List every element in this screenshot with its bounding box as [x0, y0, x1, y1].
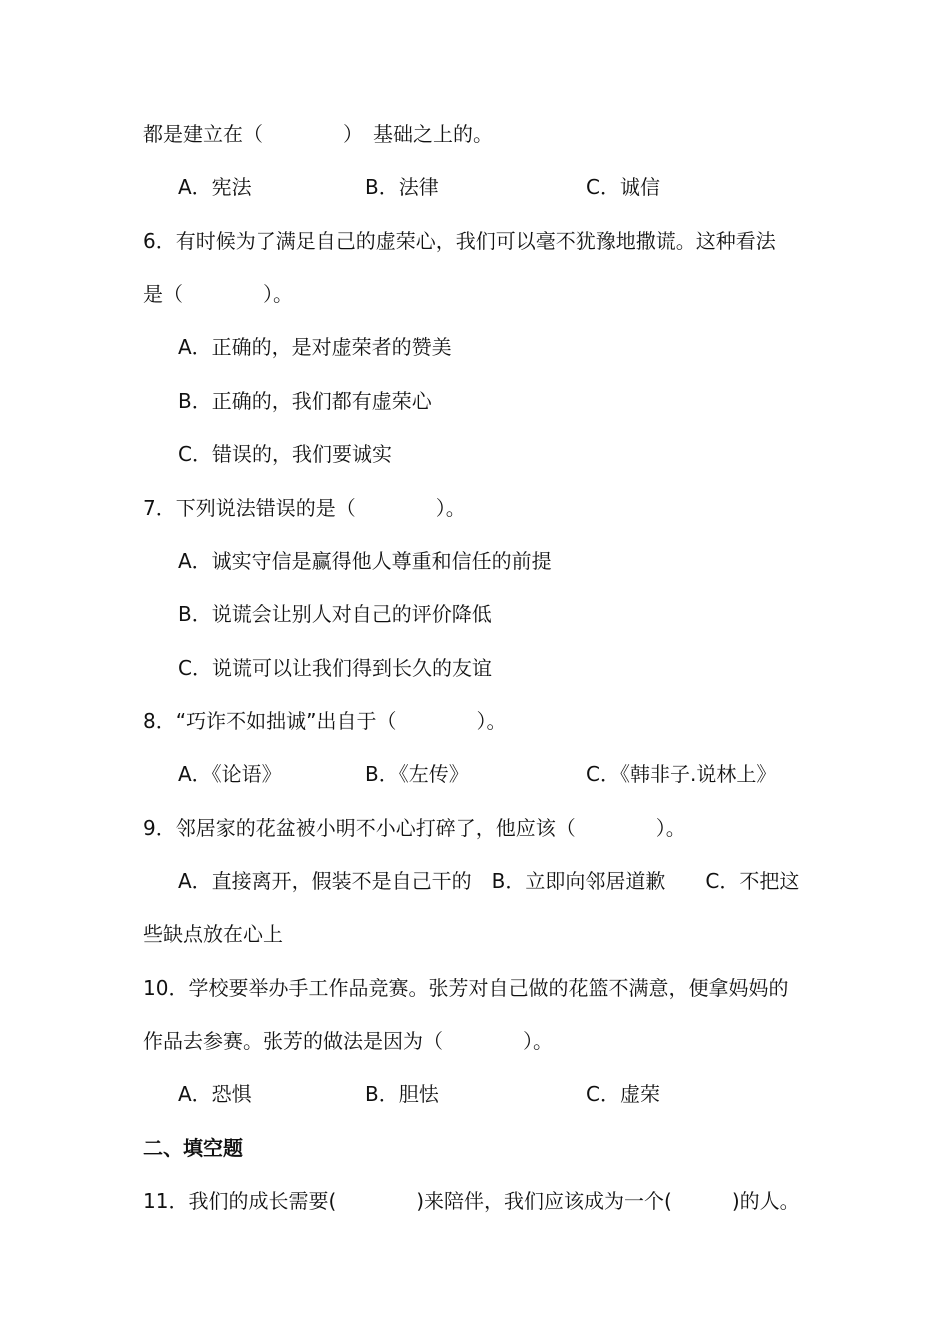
section-heading-fill-in: 二、填空题	[143, 1136, 243, 1160]
q10-option-c: C．虚荣	[586, 1082, 660, 1106]
q8-option-c: C．《韩非子.说林上》	[586, 762, 777, 786]
q8-option-b: B．《左传》	[365, 762, 469, 786]
q5-stem-continuation: 都是建立在（ ） 基础之上的。	[143, 122, 493, 146]
q5-option-b: B．法律	[365, 175, 439, 199]
q9-options-line1: A．直接离开，假装不是自己干的 B．立即向邻居道歉 C．不把这	[178, 869, 800, 893]
q10-stem-line1: 10．学校要举办手工作品竞赛。张芳对自己做的花篮不满意，便拿妈妈的	[143, 976, 789, 1000]
q7-option-a: A．诚实守信是赢得他人尊重和信任的前提	[178, 549, 552, 573]
q6-stem-line1: 6．有时候为了满足自己的虚荣心，我们可以毫不犹豫地撒谎。这种看法	[143, 229, 776, 253]
q10-stem-line2: 作品去参赛。张芳的做法是因为（ ）。	[143, 1029, 553, 1053]
q7-option-c: C．说谎可以让我们得到长久的友谊	[178, 656, 492, 680]
q11-stem: 11．我们的成长需要( )来陪伴，我们应该成为一个( )的人。	[143, 1189, 800, 1213]
q6-stem-line2: 是（ ）。	[143, 282, 293, 306]
q6-option-c: C．错误的，我们要诚实	[178, 442, 392, 466]
q8-option-a: A．《论语》	[178, 762, 282, 786]
q5-option-a: A．宪法	[178, 175, 252, 199]
q10-option-b: B．胆怯	[365, 1082, 439, 1106]
q9-stem: 9．邻居家的花盆被小明不小心打碎了，他应该（ ）。	[143, 816, 686, 840]
q6-option-b: B．正确的，我们都有虚荣心	[178, 389, 432, 413]
q7-option-b: B．说谎会让别人对自己的评价降低	[178, 602, 492, 626]
q10-option-a: A．恐惧	[178, 1082, 252, 1106]
q9-options-line2: 些缺点放在心上	[143, 922, 283, 946]
q7-stem: 7．下列说法错误的是（ ）。	[143, 496, 466, 520]
q5-option-c: C．诚信	[586, 175, 660, 199]
q6-option-a: A．正确的，是对虚荣者的赞美	[178, 335, 452, 359]
q8-stem: 8．“巧诈不如拙诚”出自于（ ）。	[143, 709, 507, 733]
